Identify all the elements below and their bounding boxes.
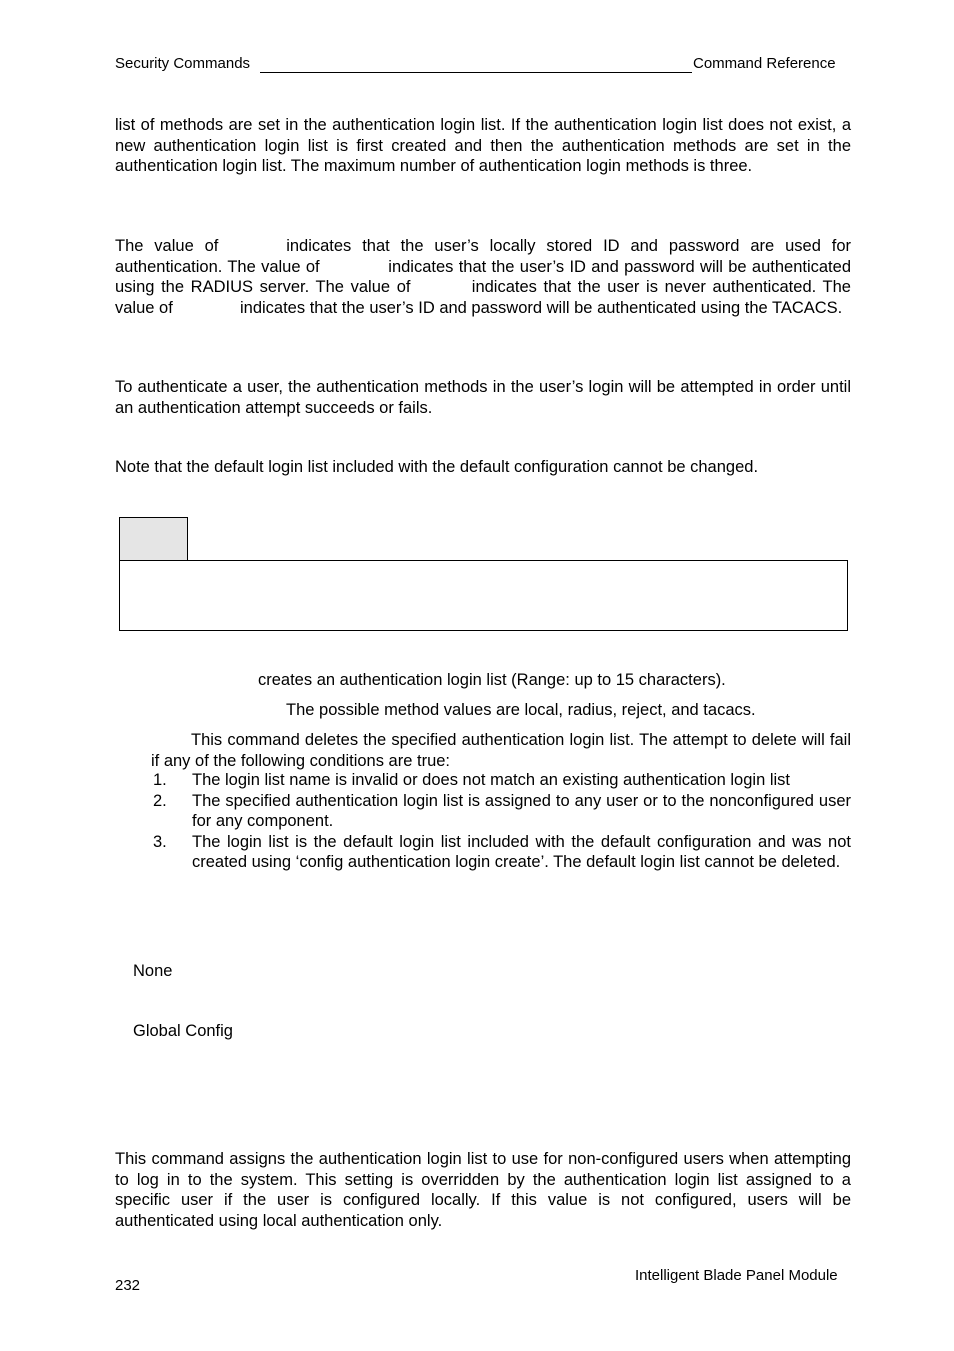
header-rule	[260, 72, 692, 73]
nonconfigured-user-paragraph: This command assigns the authentication login list to use for non-configured users when attempting to log in to the system. This setting is overridden by the authentication login list assigned to a specific user if the user is configured locally. If this value is not configured, users will be authenticated using local authentication only.	[115, 1150, 851, 1230]
conditions-list	[0, 770, 954, 893]
param-delete-desc: This command deletes the specified authentication login list. The attempt to delete will fail if any of the following conditions are true:	[151, 731, 851, 770]
default-list-note: Note that the default login list included with the default configuration cannot be changed.	[115, 458, 759, 476]
footer-product-title: Intelligent Blade Panel Module	[635, 1267, 838, 1284]
list-item: 2. The specified authentication login list is assigned to any user or to the nonconfigured user for any component.	[153, 791, 851, 830]
param-method-desc: The possible method values are local, radius, reject, and tacacs.	[286, 701, 756, 719]
syntax-table-tab	[119, 517, 188, 560]
method-text-d: indicates that the user is never authenticated. The value of	[115, 278, 851, 317]
list-item: 3. The login list is the default login list included with the default configuration and was not created using ‘config authentication login create’. The default login list cannot be deleted.	[153, 832, 851, 871]
default-value: None	[133, 962, 173, 980]
param-create-desc: creates an authentication login list (Range: up to 15 characters).	[258, 671, 726, 689]
method-text-b: indicates that the user’s locally stored ID and password are used for authentication. The value of	[115, 237, 852, 276]
header-manual-title: Command Reference	[693, 55, 836, 72]
syntax-table	[119, 560, 848, 631]
method-text-e: indicates that the user’s ID and password will be authenticated using the TACACS.	[239, 298, 843, 317]
list-item: 1. The login list name is invalid or does not match an existing authentication login list	[153, 771, 790, 789]
method-text-a: The value of	[115, 237, 219, 255]
method-text-c: indicates that the user’s ID and password will be authenticated using the RADIUS server. The value of	[115, 257, 851, 296]
page-number: 232	[115, 1277, 141, 1294]
header-section-title: Security Commands	[115, 55, 251, 72]
attempt-order-paragraph: To authenticate a user, the authentication methods in the user’s login will be attempted in order until an authentication attempt succeeds or fails.	[115, 378, 851, 417]
command-mode: Global Config	[133, 1022, 233, 1040]
intro-paragraph: list of methods are set in the authentication login list. If the authentication login list does not exist, a new authentication login list is first created and then the authentication methods are set in the authentication login list. The maximum number of authentication login methods is three.	[115, 116, 851, 175]
method-values-paragraph	[115, 236, 851, 318]
